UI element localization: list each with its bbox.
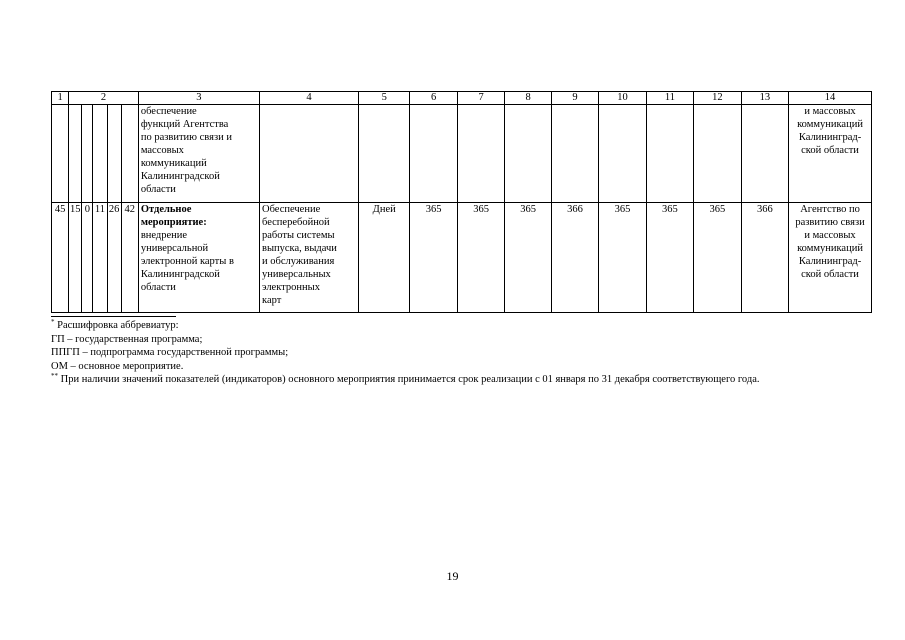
- value-cell: 365: [410, 203, 457, 313]
- header-col-8: 8: [505, 92, 551, 105]
- footnote-marker: *: [51, 318, 55, 326]
- footnote-text: При наличии значений показателей (индикаторов) основного мероприятия принимается срок реализации с 01 января по 31 декабря соответствующего года.: [58, 374, 760, 385]
- code-cell: 15: [69, 203, 82, 313]
- cell-empty: [646, 105, 693, 203]
- continuation-executor: и массовых коммуникаций Калининград- ской области: [789, 105, 872, 203]
- code-cell: 26: [107, 203, 121, 313]
- header-col-10: 10: [599, 92, 646, 105]
- cell-empty: [52, 105, 69, 203]
- cell-empty: [107, 105, 121, 203]
- cell-empty: [69, 105, 82, 203]
- code-cell: 0: [82, 203, 93, 313]
- cell-empty: [505, 105, 551, 203]
- header-col-2: 2: [69, 92, 139, 105]
- footnote-marker: **: [51, 372, 58, 380]
- continuation-description: обеспечение функций Агентства по развитию связи и массовых коммуникаций Калининградской области: [138, 105, 259, 203]
- header-col-7: 7: [457, 92, 504, 105]
- header-col-4: 4: [260, 92, 359, 105]
- value-cell: 365: [505, 203, 551, 313]
- page-number: 19: [446, 569, 459, 583]
- cell-empty: [694, 105, 741, 203]
- cell-empty: [82, 105, 93, 203]
- header-col-14: 14: [789, 92, 872, 105]
- header-col-6: 6: [410, 92, 457, 105]
- cell-empty: [358, 105, 409, 203]
- footnote-line: [51, 319, 871, 333]
- header-col-13: 13: [741, 92, 788, 105]
- footnote-line: ППГП – подпрограмма государственной программы;: [51, 347, 289, 358]
- footnote-line: [51, 373, 871, 387]
- cell-empty: [410, 105, 457, 203]
- value-cell: 365: [599, 203, 646, 313]
- executor-cell: Агентство по развитию связи и массовых коммуникаций Калининград- ской области: [789, 203, 872, 313]
- footnotes: [51, 316, 871, 387]
- header-col-11: 11: [646, 92, 693, 105]
- table-row-measure: [52, 203, 872, 313]
- measure-description: внедрение универсальной электронной карты в Калининградской области: [140, 230, 234, 293]
- header-col-3: 3: [138, 92, 259, 105]
- indicators-table: [51, 91, 872, 313]
- footnote-divider: [51, 316, 176, 317]
- value-cell: 366: [741, 203, 788, 313]
- code-cell: 11: [93, 203, 107, 313]
- cell-empty: [121, 105, 138, 203]
- cell-empty: [93, 105, 107, 203]
- value-cell: 365: [457, 203, 504, 313]
- header-col-12: 12: [694, 92, 741, 105]
- cell-empty: [551, 105, 598, 203]
- value-cell: 365: [694, 203, 741, 313]
- value-cell: 366: [551, 203, 598, 313]
- unit-cell: Дней: [358, 203, 409, 313]
- footnote-text: Расшифровка аббревиатур:: [54, 320, 179, 331]
- indicator-cell: Обеспечение бесперебойной работы системы выпуска, выдачи и обслуживания универсальных электронных карт: [260, 203, 359, 313]
- cell-empty: [457, 105, 504, 203]
- footnote-line: ГП – государственная программа;: [51, 333, 203, 345]
- cell-empty: [599, 105, 646, 203]
- table-row-continuation: [52, 105, 872, 203]
- header-col-5: 5: [358, 92, 409, 105]
- measure-title: Отдельное мероприятие:: [140, 204, 207, 228]
- header-col-1: 1: [52, 92, 69, 105]
- measure-name-cell: [138, 203, 259, 313]
- header-col-9: 9: [551, 92, 598, 105]
- code-cell: 45: [52, 203, 69, 313]
- code-cell: 42: [121, 203, 138, 313]
- value-cell: 365: [646, 203, 693, 313]
- cell-empty: [260, 105, 359, 203]
- footnote-line: ОМ – основное мероприятие.: [51, 360, 184, 372]
- cell-empty: [741, 105, 788, 203]
- table-header-row: [52, 92, 872, 105]
